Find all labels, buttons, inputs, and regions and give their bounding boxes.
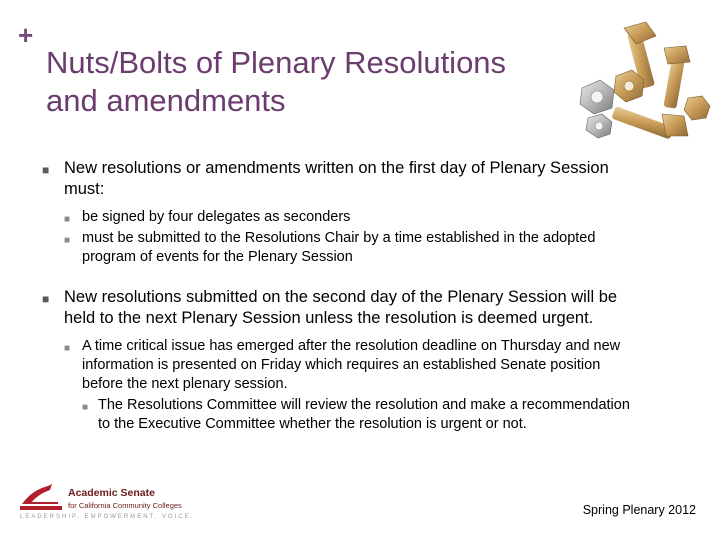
square-bullet-icon: ■ bbox=[64, 343, 71, 354]
bullet-level2 bbox=[64, 337, 642, 394]
square-bullet-icon: ■ bbox=[42, 163, 50, 177]
slide-title bbox=[46, 44, 606, 120]
nuts-bolts-image bbox=[572, 18, 712, 168]
bullet-text: The Resolutions Committee will review the resolution and make a recommendation to the Executive Committee whether the resolution is urgent or not. bbox=[98, 397, 630, 432]
bullet-level2 bbox=[64, 208, 642, 227]
logo-name: Academic Senate bbox=[68, 487, 155, 499]
title-line-1: Nuts/Bolts of Plenary Resolutions bbox=[46, 45, 507, 80]
bullet-text: New resolutions or amendments written on the first day of Plenary Session must: bbox=[64, 159, 609, 198]
bullet-text: must be submitted to the Resolutions Chair by a time established in the adopted program of events for the Plenary Session bbox=[82, 230, 596, 265]
academic-senate-logo bbox=[18, 480, 198, 522]
bullet-text: A time critical issue has emerged after the resolution deadline on Thursday and new information is presented on Friday which requires an established Senate position before the next plenary session. bbox=[82, 338, 621, 392]
bullet-text: be signed by four delegates as seconders bbox=[82, 209, 351, 225]
square-bullet-icon: ■ bbox=[64, 214, 71, 225]
slide-body bbox=[42, 158, 642, 434]
bullet-level3 bbox=[82, 396, 642, 434]
plus-icon: + bbox=[18, 20, 34, 50]
bullet-text: New resolutions submitted on the second day of the Plenary Session will be held to the next Plenary Session unless the resolution is deemed urgent. bbox=[64, 288, 618, 327]
bullet-level1 bbox=[42, 287, 642, 329]
logo-mark-icon bbox=[18, 480, 66, 514]
bullet-level1 bbox=[42, 158, 642, 200]
logo-tagline: LEADERSHIP. EMPOWERMENT. VOICE. bbox=[20, 514, 195, 520]
square-bullet-icon: ■ bbox=[82, 402, 89, 413]
bullet-level2 bbox=[64, 229, 642, 267]
square-bullet-icon: ■ bbox=[42, 292, 50, 306]
logo-subtitle: for California Community Colleges bbox=[68, 501, 182, 510]
title-line-2: and amendments bbox=[46, 83, 286, 118]
square-bullet-icon: ■ bbox=[64, 235, 71, 246]
footer-text: Spring Plenary 2012 bbox=[582, 503, 696, 517]
